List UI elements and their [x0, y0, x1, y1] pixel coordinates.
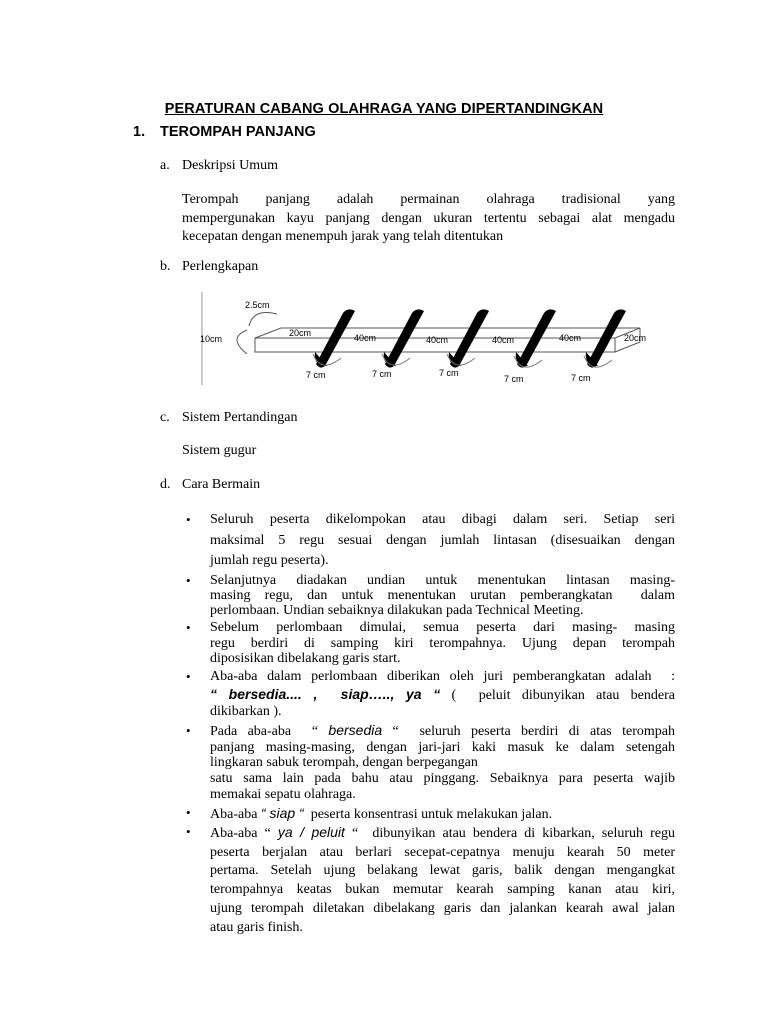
list-item — [186, 723, 675, 803]
section-number: 1. — [133, 124, 146, 140]
bullet-icon: • — [186, 620, 191, 636]
command-text: “ siap “ — [260, 804, 304, 821]
height-label: 10cm — [200, 334, 223, 344]
segment-label: 40cm — [559, 333, 582, 343]
list-line: perlombaan. Undian sebaiknya dilakukan pada Technical Meeting. — [210, 603, 584, 619]
list-text: Aba-aba — [210, 806, 261, 822]
list-line: peserta berjalan atau berlari secepat-cepatnya menuju kearah 50 meter — [210, 844, 675, 860]
bullet-icon: • — [186, 669, 191, 685]
segment-label: 40cm — [492, 335, 515, 345]
strap-label: 7 cm — [439, 368, 459, 378]
segment-label: 40cm — [426, 335, 449, 345]
subsection-c-heading — [160, 410, 298, 426]
strap-label: 7 cm — [504, 374, 524, 384]
subsection-title: Deskripsi Umum — [182, 158, 279, 173]
thickness-arc — [249, 313, 277, 327]
list-item — [186, 823, 675, 938]
command-text: “ bersedia.... , siap….., ya “ — [210, 685, 441, 702]
section-title: TEROMPAH PANJANG — [160, 124, 316, 140]
list-line: lingkaran sabuk terompah, dengan berpegangan — [210, 755, 478, 771]
rules-list — [186, 510, 675, 938]
paragraph-line: mempergunakan kayu panjang dengan ukuran tertentu sebagai alat mengadu — [182, 210, 675, 226]
list-line: maksimal 5 regu sesuai dengan jumlah lintasan (disesuaikan dengan — [210, 532, 675, 548]
list-line: diposisikan dibelakang garis start. — [210, 650, 401, 666]
list-line — [210, 805, 675, 823]
subsection-title: Perlengkapan — [182, 259, 259, 274]
list-text: Pada aba-aba “ — [210, 723, 329, 739]
list-line: regu berdiri di samping kiri terompahnya. Ujung depan terompah — [210, 635, 675, 651]
subsection-title: Sistem Pertandingan — [182, 410, 298, 425]
terompah-diagram — [195, 290, 655, 390]
competition-system-text: Sistem gugur — [182, 443, 257, 458]
list-line: terompahnya keatas bukan memutar kearah samping kanan atau kiri, — [210, 882, 675, 898]
list-item — [186, 805, 675, 823]
segment-label: 40cm — [354, 333, 377, 343]
strap-label: 7 cm — [571, 373, 591, 383]
list-line: Selanjutnya diadakan undian untuk menentukan lintasan masing- — [210, 572, 675, 588]
subsection-letter: c. — [160, 410, 170, 425]
bullet-icon: • — [186, 572, 191, 588]
list-item — [186, 669, 675, 721]
bullet-icon: • — [186, 804, 191, 820]
list-line: memakai sepatu olahraga. — [210, 786, 356, 802]
segment-label-first: 20cm — [289, 328, 312, 338]
description-paragraph — [182, 191, 675, 247]
list-line: Aba-aba dalam perlombaan diberikan oleh juri pemberangkatan adalah : — [210, 669, 675, 685]
subsection-letter: d. — [160, 477, 171, 492]
subsection-a-heading — [160, 158, 278, 174]
list-item — [186, 510, 675, 572]
bullet-icon: • — [186, 722, 191, 738]
segment-label-last: 20cm — [624, 333, 647, 343]
subsection-title: Cara Bermain — [182, 477, 261, 492]
height-arc — [237, 330, 247, 354]
list-line — [210, 823, 675, 844]
command-text: bersedia — [328, 721, 383, 738]
list-line — [210, 686, 675, 705]
list-item — [186, 620, 675, 666]
list-line: panjang masing-masing, dengan jari-jari kaki masuk ke dalam setengah — [210, 739, 675, 755]
list-item — [186, 573, 675, 619]
bullet-icon: • — [186, 512, 191, 527]
list-text: “ dibunyikan atau bendera di kibarkan, seluruh regu — [344, 825, 675, 841]
section-heading — [133, 124, 316, 140]
strap-label: 7 cm — [306, 370, 326, 380]
list-line: satu sama lain pada bahu atau pinggang. Sebaiknya para peserta wajib — [210, 771, 675, 787]
list-line: atau garis finish. — [210, 919, 303, 935]
bullet-icon: • — [186, 823, 191, 839]
list-line — [210, 723, 675, 740]
paragraph-line: kecepatan dengan menempuh jarak yang telah ditentukan — [182, 229, 504, 244]
subsection-letter: a. — [160, 158, 170, 173]
subsection-b-heading — [160, 259, 258, 275]
list-text: ( peluit dibunyikan atau bendera — [440, 687, 675, 703]
list-text: Aba-aba “ — [210, 825, 278, 841]
subsection-letter: b. — [160, 259, 171, 274]
page-title: PERATURAN CABANG OLAHRAGA YANG DIPERTANDINGKAN — [164, 101, 604, 117]
strap-label: 7 cm — [372, 369, 392, 379]
list-line: ujung terompah diletakan dibelakang garis dan jalankan kearah awal jalan — [210, 900, 675, 916]
subsection-d-heading — [160, 477, 260, 493]
list-line: masing regu, dan untuk menentukan urutan pemberangkatan dalam — [210, 587, 675, 603]
list-text: peserta konsentrasi untuk melakukan jalan. — [303, 806, 553, 822]
list-text: “ seluruh peserta berdiri di atas terompah — [382, 723, 675, 739]
paragraph-line: Terompah panjang adalah permainan olahraga tradisional yang — [182, 192, 675, 207]
command-text: ya / peluit — [277, 823, 345, 840]
thickness-label: 2.5cm — [245, 300, 270, 310]
list-line: jumlah regu peserta). — [210, 553, 329, 568]
list-line: pertama. Setelah ujung belakang lewat garis, balik dengan mengangkat — [210, 863, 675, 879]
list-line: dikibarkan ). — [210, 704, 282, 720]
list-line: Sebelum perlombaan dimulai, semua peserta dari masing- masing — [210, 620, 675, 636]
list-line: Seluruh peserta dikelompokan atau dibagi dalam seri. Setiap seri — [210, 512, 675, 527]
